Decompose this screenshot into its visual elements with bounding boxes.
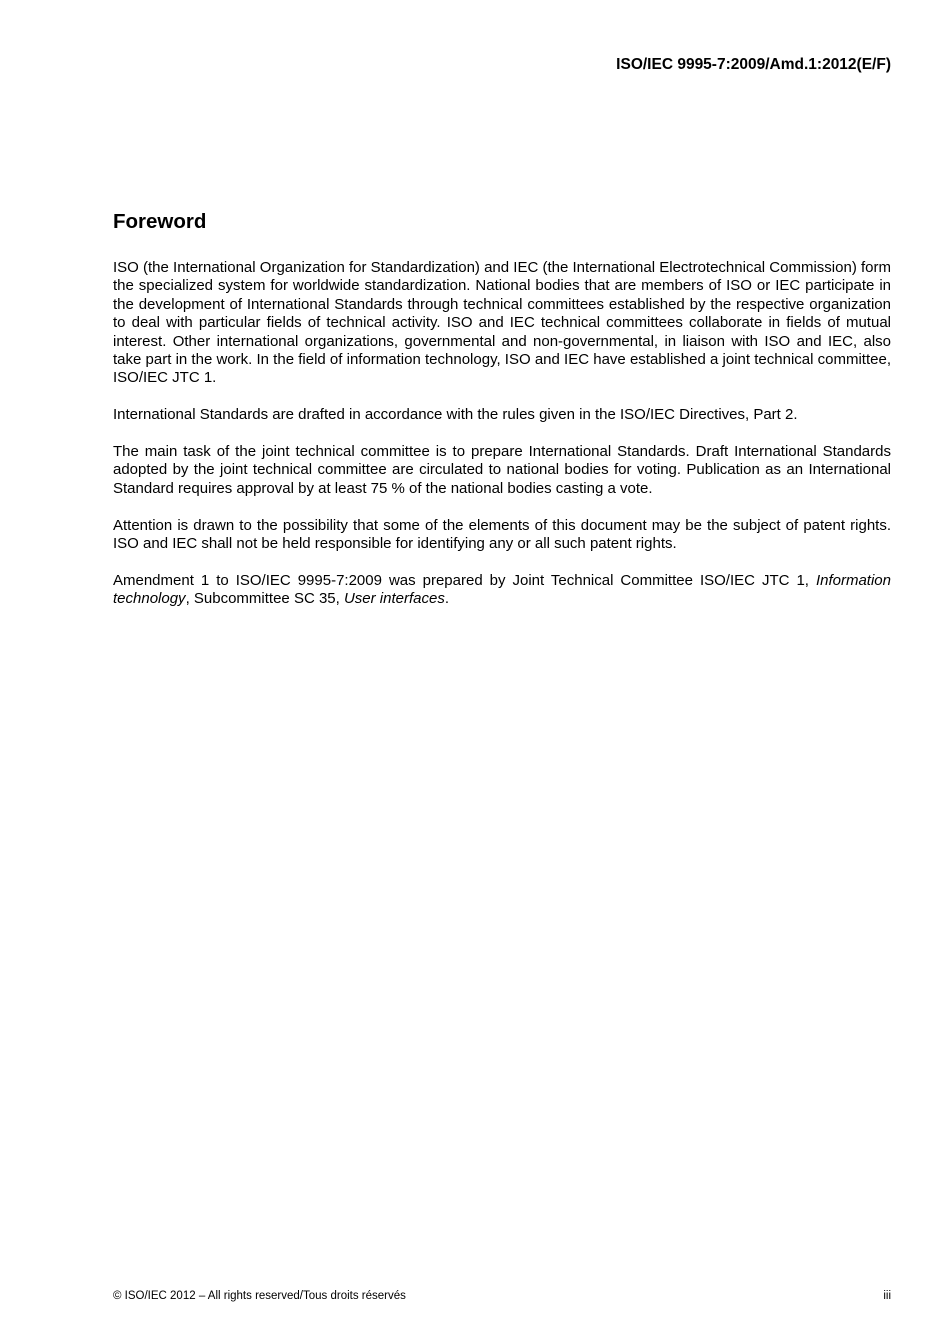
- document-reference: ISO/IEC 9995-7:2009/Amd.1:2012(E/F): [616, 56, 891, 73]
- foreword-paragraph-patent-rights: Attention is drawn to the possibility that some of the elements of this document may be the subject of patent rights. ISO and IEC shall not be held responsible for identifying any or all such patent rights.: [113, 516, 891, 553]
- foreword-paragraph-directives: International Standards are drafted in accordance with the rules given in the ISO/IEC Directives, Part 2.: [113, 406, 798, 424]
- amendment-middle-text: , Subcommittee SC 35,: [185, 590, 340, 608]
- foreword-body: [113, 259, 891, 627]
- subcommittee-title: User interfaces: [343, 590, 445, 608]
- committee-title: Information technology: [113, 571, 891, 608]
- foreword-paragraph-amendment: [113, 572, 891, 609]
- copyright-notice: © ISO/IEC 2012 – All rights reserved/Tous droits réservés: [113, 1290, 406, 1302]
- foreword-paragraph-organizations: ISO (the International Organization for Standardization) and IEC (the International Electrotechnical Commission) form the specialized system for worldwide standardization. National bodies that are members of ISO or IEC participate in the development of International Standards through technical committees established by the respective organization to deal with particular fields of technical activity. ISO and IEC technical committees collaborate in fields of mutual interest. Other international organizations, governmental and non-governmental, in liaison with ISO and IEC, also take part in the work. In the field of information technology, ISO and IEC have established a joint technical committee, ISO/IEC JTC 1.: [113, 259, 891, 387]
- foreword-heading: Foreword: [113, 210, 207, 233]
- amendment-lead-text: Amendment 1 to ISO/IEC 9995-7:2009 was prepared by Joint Technical Committee ISO/IEC JTC 1,: [113, 571, 809, 589]
- page-number: iii: [883, 1290, 891, 1302]
- foreword-paragraph-main-task: The main task of the joint technical committee is to prepare International Standards. Draft International Standards adopted by the joint technical committee are circulated to national bodies for voting. Publication as an International Standard requires approval by at least 75 % of the national bodies casting a vote.: [113, 443, 891, 497]
- amendment-end-text: .: [444, 590, 450, 608]
